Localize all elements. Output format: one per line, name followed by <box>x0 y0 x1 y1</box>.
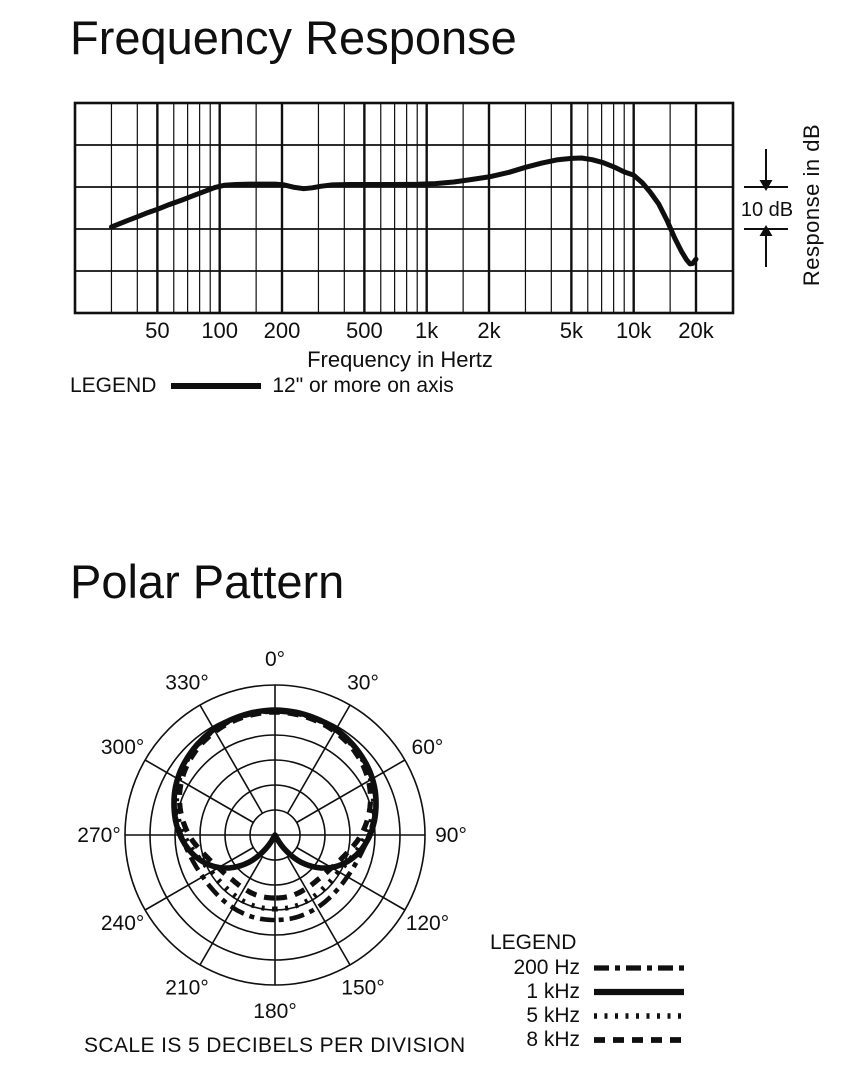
polar-legend <box>490 931 687 1052</box>
arrow-down-icon <box>760 180 773 191</box>
polar-angle-label: 0° <box>264 648 286 671</box>
polar-legend-title: LEGEND <box>490 931 577 954</box>
fr-legend-label: LEGEND <box>70 374 157 397</box>
polar-pattern-chart <box>77 648 467 1023</box>
solid-line-swatch <box>171 383 261 389</box>
fr-x-tick-label: 5k <box>559 318 583 343</box>
db-scale-marker: 10 dB <box>740 199 794 221</box>
polar-angle-label: 60° <box>411 736 444 759</box>
fr-x-tick-label: 20k <box>678 318 714 343</box>
dash-dot-line-swatch <box>591 962 687 974</box>
polar-angle-label: 300° <box>100 736 145 759</box>
legend-row-1khz <box>490 980 687 1004</box>
legend-label-200hz: 200 Hz <box>513 956 580 979</box>
frequency-response-title: Frequency Response <box>70 11 517 64</box>
polar-angle-label: 180° <box>253 1000 297 1023</box>
legend-row-5khz <box>490 1004 687 1028</box>
polar-angle-label: 270° <box>77 824 121 847</box>
polar-angle-label: 120° <box>405 912 450 935</box>
frequency-response-legend <box>70 374 454 398</box>
legend-row-200hz <box>490 956 687 980</box>
polar-angle-label: 30° <box>347 671 379 695</box>
frequency-axis-label: Frequency in Hertz <box>307 347 493 372</box>
legend-label-8khz: 8 kHz <box>526 1028 580 1051</box>
polar-angle-label: 210° <box>165 976 209 1000</box>
frequency-response-chart <box>75 103 788 343</box>
fr-x-tick-label: 200 <box>263 318 301 343</box>
legend-row-8khz <box>490 1028 687 1052</box>
polar-angle-label: 240° <box>100 912 145 935</box>
fr-legend-series-label: 12" or more on axis <box>272 374 454 397</box>
polar-scale-note: SCALE IS 5 DECIBELS PER DIVISION <box>84 1034 466 1057</box>
response-axis-label: Response in dB <box>799 123 824 287</box>
polar-pattern-title: Polar Pattern <box>70 555 345 608</box>
legend-label-5khz: 5 kHz <box>526 1004 580 1027</box>
polar-angle-label: 150° <box>341 976 385 1000</box>
solid-line-swatch <box>591 986 687 998</box>
dotted-line-swatch <box>591 1010 687 1022</box>
dashed-line-swatch <box>591 1034 687 1046</box>
fr-x-tick-label: 1k <box>415 318 439 343</box>
polar-angle-label: 330° <box>165 671 209 695</box>
legend-label-1khz: 1 kHz <box>526 980 580 1003</box>
arrow-up-icon <box>760 225 773 236</box>
fr-x-tick-label: 2k <box>477 318 501 343</box>
fr-x-tick-label: 100 <box>201 318 239 343</box>
polar-angle-label: 90° <box>435 824 467 847</box>
fr-x-tick-label: 500 <box>346 318 383 343</box>
fr-x-tick-label: 50 <box>145 318 170 343</box>
fr-x-tick-label: 10k <box>615 318 652 343</box>
